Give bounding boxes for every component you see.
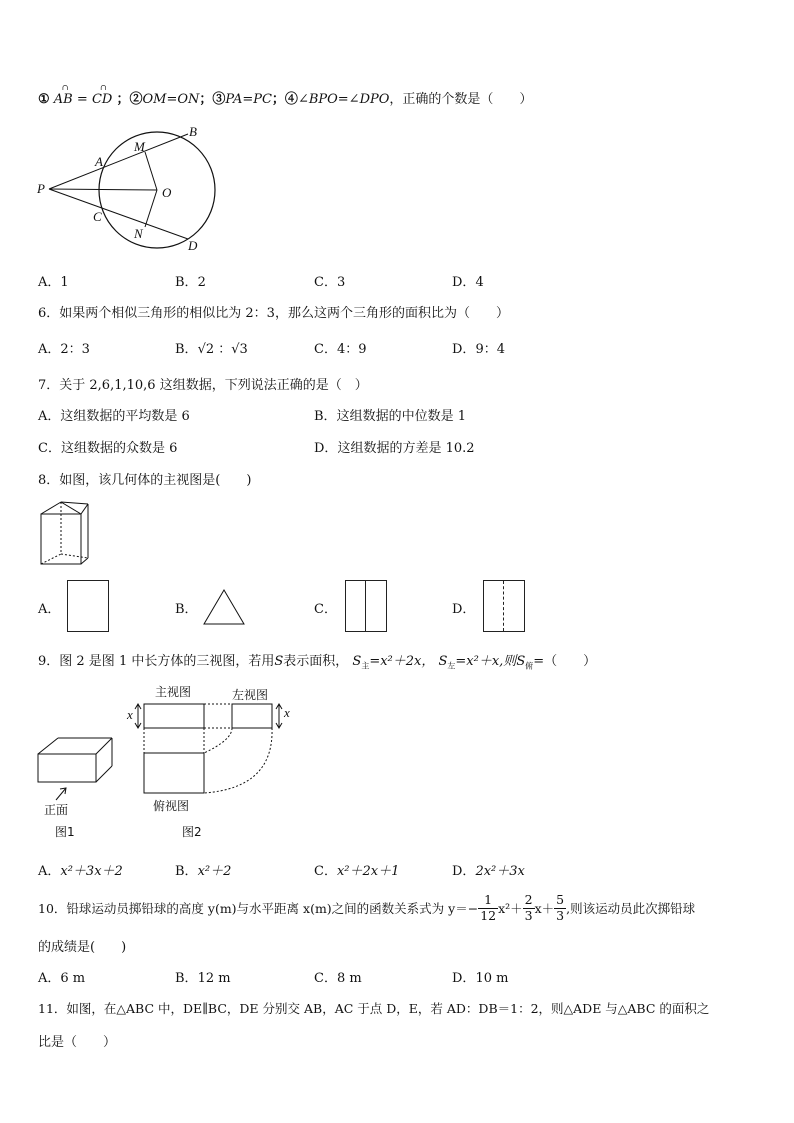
- q9-three-views-figure: [124, 698, 304, 798]
- q9-left-view-label: 左视图: [232, 688, 269, 702]
- q8-option-c-midline: [365, 581, 366, 631]
- q8-stem: 8．如图，该几何体的主视图是( ): [38, 473, 252, 488]
- q8-option-c-figure: [345, 580, 387, 632]
- q9-main-view-label: 主视图: [155, 685, 192, 699]
- q8-option-d[interactable]: D．: [452, 602, 476, 617]
- label-C: C: [93, 209, 102, 224]
- q9-stem: 9．图 2 是图 1 中长方体的三视图，若用S表示面积， $S_主=x^2+2x$， $S_左=x^2+x$,则$S_俯=$（ ）: [38, 654, 597, 671]
- label-N: N: [134, 226, 143, 241]
- q8-prism-figure: [36, 498, 96, 568]
- q10-stem: 10．铅球运动员掷铅球的高度 y(m)与水平距离 x(m)之间的函数关系式为 y＝− $\frac{1}{12}$ x²＋ $\frac{2}{3}$ x＋ $\frac{5}{3}$ ,则该运动员此次掷铅球: [38, 892, 696, 923]
- q8-option-a[interactable]: A．: [38, 602, 61, 617]
- q8-option-d-figure: [483, 580, 525, 632]
- label-O: O: [162, 185, 172, 200]
- q9-option-d[interactable]: D．2x²＋3x: [452, 864, 525, 879]
- q7-option-a[interactable]: A．这组数据的平均数是 6: [38, 409, 190, 424]
- q6-option-a[interactable]: A．2：3: [38, 342, 90, 357]
- q10-option-d[interactable]: D．10 m: [452, 971, 509, 986]
- q6-stem: 6．如果两个相似三角形的相似比为 2：3，那么这两个三角形的面积比为（ ）: [38, 306, 509, 321]
- q9-x-label-main: x: [127, 707, 133, 722]
- q5-option-c[interactable]: C．3: [314, 275, 346, 290]
- arc-cd: ∩ CD: [91, 83, 113, 107]
- q5-option-d[interactable]: D．4: [452, 275, 484, 290]
- q10-stem-line2: 的成绩是( ): [38, 940, 127, 955]
- q9-x-label-left: x: [284, 705, 290, 720]
- label-P: P: [37, 181, 45, 196]
- label-M: M: [134, 139, 145, 154]
- q8-option-c[interactable]: C．: [314, 602, 337, 617]
- q10-option-a[interactable]: A．6 m: [38, 971, 86, 986]
- q8-option-a-figure: [67, 580, 109, 632]
- q11-stem-line1: 11．如图，在△ABC 中，DE∥BC，DE 分别交 AB，AC 于点 D，E，若 AD：DB＝1：2，则△ADE 与△ABC 的面积之: [38, 1001, 710, 1016]
- q9-option-b[interactable]: B．x²＋2: [175, 864, 232, 879]
- q8-option-b-triangle: [203, 589, 245, 625]
- q5-option-b[interactable]: B．2: [175, 275, 206, 290]
- q9-fig2-label: 图2: [182, 825, 202, 839]
- q5-stem: ① ∩ AB = ∩ CD ；②OM=ON；③PA=PC；④∠BPO=∠DPO，正确的个数是（ ）: [38, 83, 533, 107]
- q9-figure1-cuboid: [36, 732, 116, 807]
- q9-option-c[interactable]: C．x²＋2x＋1: [314, 864, 400, 879]
- q8-option-d-dashed-line: [503, 581, 504, 631]
- label-A: A: [95, 154, 103, 169]
- q5-option-a[interactable]: A．1: [38, 275, 69, 290]
- q6-option-d[interactable]: D．9：4: [452, 342, 505, 357]
- fraction-5-3: $\frac{5}{3}$: [556, 892, 565, 923]
- q5-circle-figure: [30, 118, 230, 258]
- fraction-1-12: $\frac{1}{12}$: [480, 892, 497, 923]
- arc-ab: ∩ AB: [53, 83, 73, 107]
- q10-option-b[interactable]: B．12 m: [175, 971, 231, 986]
- label-B: B: [189, 124, 197, 139]
- q9-front-label: 正面: [44, 803, 69, 817]
- q7-option-c[interactable]: C．这组数据的众数是 6: [38, 441, 178, 456]
- q11-stem-line2: 比是（ ）: [38, 1035, 117, 1050]
- q9-top-view-label: 俯视图: [153, 799, 190, 813]
- q9-fig1-label: 图1: [55, 825, 75, 839]
- q7-stem: 7．关于 2,6,1,10,6 这组数据，下列说法正确的是（ ）: [38, 378, 368, 393]
- circled-1: ①: [38, 92, 50, 107]
- fraction-2-3: $\frac{2}{3}$: [524, 892, 533, 923]
- label-D: D: [188, 238, 198, 253]
- q10-option-c[interactable]: C．8 m: [314, 971, 362, 986]
- q9-option-a[interactable]: A．x²＋3x＋2: [38, 864, 123, 879]
- q7-option-b[interactable]: B．这组数据的中位数是 1: [314, 409, 466, 424]
- q6-option-b[interactable]: B．√2 ：√3: [175, 342, 248, 357]
- q6-option-c[interactable]: C．4：9: [314, 342, 367, 357]
- q7-option-d[interactable]: D．这组数据的方差是 10.2: [314, 441, 475, 456]
- q8-option-b[interactable]: B．: [175, 602, 198, 617]
